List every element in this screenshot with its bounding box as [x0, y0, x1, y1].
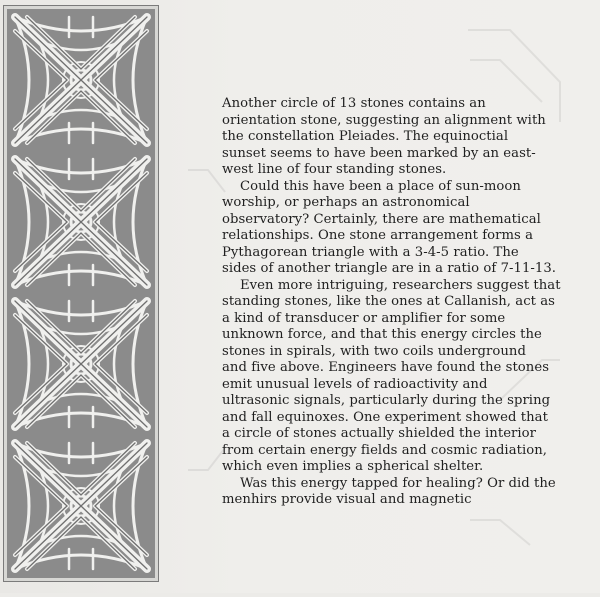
paragraph-4: Was this energy tapped for healing? Or did the menhirs provide visual and magnetic [222, 475, 556, 507]
celtic-border-panel [4, 6, 158, 581]
paragraph-1: Another circle of 13 stones contains an orientation stone, suggesting an alignment with the constellation Pleiades. The equinoctial sunset seems to have been marked by an east- west line of four standing stones. [222, 96, 546, 177]
article-text [222, 96, 582, 509]
paragraph-2: Could this have been a place of sun-moon worship, or perhaps an astronomical observatory? Certainly, there are mathematical relationships. One stone arrangement forms a Pythagorean triangle with a 3-4-5 ratio. The sides of another triangle are in a ratio of 7-11-13. [222, 178, 557, 276]
celtic-knot-icon [7, 9, 155, 578]
paragraph-3: Even more intriguing, researchers suggest that standing stones, like the ones at Callanish, act as a kind of transducer or amplifier for some unknown force, and that this energy circles the stones in spirals, with two coils underground and five above. Engineers have found the stones emit unusual levels of radioactivity and ultrasonic signals, particularly during the spring and fall equinoxes. One experiment showed that a circle of stones actually shielded the interior from certain energy fields and cosmic radiation, which even implies a spherical shelter. [222, 277, 561, 474]
